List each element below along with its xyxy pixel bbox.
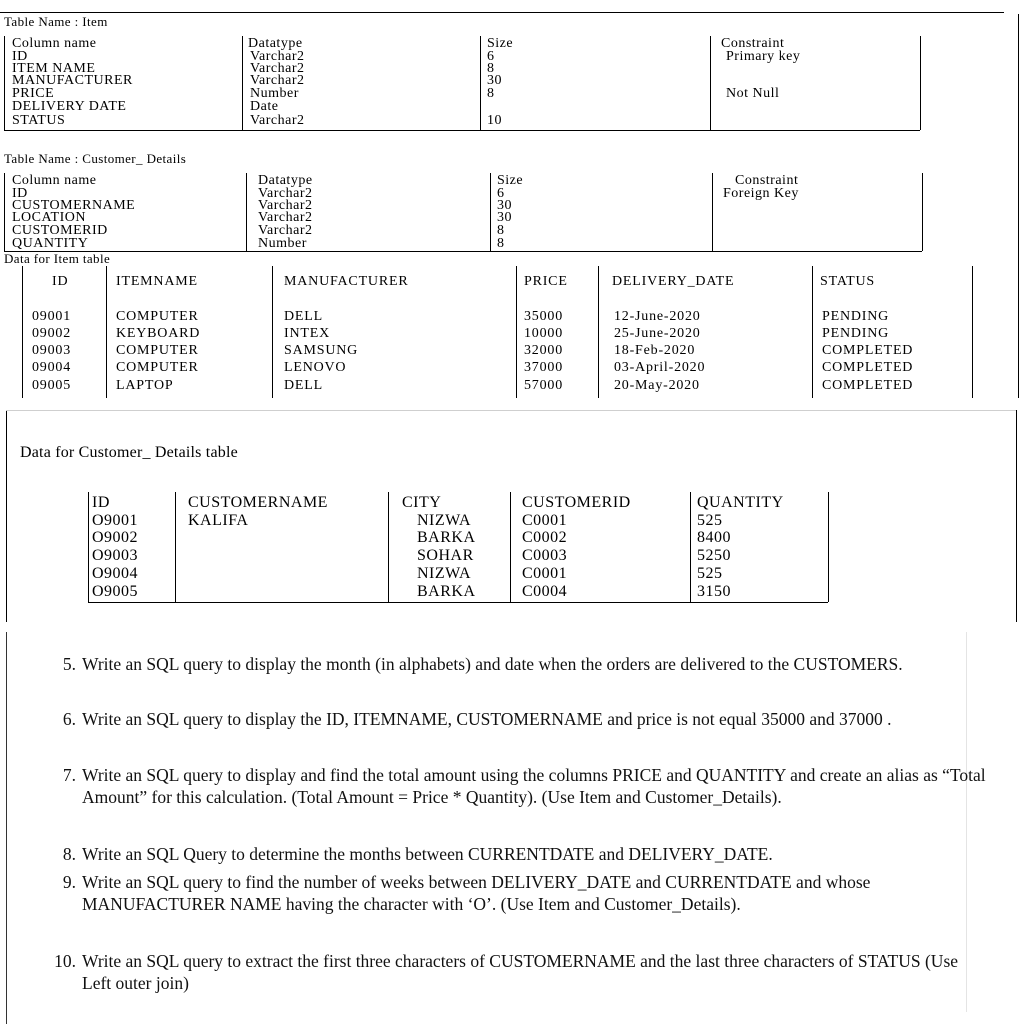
header-cell: ID [52,274,69,289]
item-schema-title: Table Name : Item [4,14,108,29]
top-border [0,12,1004,13]
header-cell: QUANTITY [697,494,784,511]
cell: C0003 [522,547,568,564]
cell: 6 [487,49,495,64]
cell: MANUFACTURER [12,73,133,88]
header-cell: Column name [12,36,97,51]
question-text: Write an SQL query to extract the first three characters of CUSTOMERNAME and the last three characters of STATUS (Use Left outer join) [82,951,959,993]
cell: 18-Feb-2020 [614,343,696,358]
cell: DELIVERY DATE [12,99,127,114]
row-line [4,251,922,252]
col-line [598,266,599,398]
col-line [812,266,813,398]
cell: 30 [497,198,512,213]
cell: BARKA [417,583,476,600]
cell: 30 [487,73,502,88]
cell: ITEM NAME [12,61,96,76]
cell: 09004 [32,360,71,375]
cell: 37000 [524,360,563,375]
cell: SOHAR [417,547,474,564]
col-line [920,36,921,130]
col-line [272,266,273,398]
cell: PRICE [12,86,55,101]
header-cell: PRICE [524,274,568,289]
cell: Varchar2 [250,113,305,128]
col-line [710,36,711,130]
cell: Number [250,86,299,101]
cell: Varchar2 [258,198,313,213]
question-number: 6. [62,709,76,729]
customer-schema-title: Table Name : Customer_ Details [4,151,187,166]
header-cell: DELIVERY_DATE [612,274,735,289]
cell: 10 [487,113,502,128]
header-cell: CUSTOMERID [522,494,631,511]
col-line [516,266,517,398]
cell: 525 [697,565,723,582]
col-line [106,266,107,398]
cell: 25-June-2020 [614,326,701,341]
header-cell: ITEMNAME [116,274,198,289]
header-cell: Size [487,36,514,51]
cell: ID [12,186,28,201]
top-border [6,410,1016,411]
header-cell: CUSTOMERNAME [188,494,328,511]
question-text: Write an SQL query to display the ID, ITEMNAME, CUSTOMERNAME and price is not equal 35000 and 37000 . [82,709,892,729]
cell: Varchar2 [250,73,305,88]
cell: 8 [487,61,495,76]
col-line [388,492,389,602]
cell: 20-May-2020 [614,378,700,393]
cell: LAPTOP [116,378,174,393]
cell: O9004 [92,565,139,582]
col-line [480,36,481,130]
header-cell: CITY [402,494,442,511]
cell: Date [250,99,279,114]
col-line [175,492,176,602]
cell: INTEX [284,326,330,341]
col-line [972,266,973,398]
cell: Not Null [726,86,780,101]
cell: Foreign Key [723,186,799,201]
customer-data-title: Data for Customer_ Details table [20,444,238,461]
cell: CUSTOMERNAME [12,198,136,213]
cell: SAMSUNG [284,343,359,358]
col-line [712,173,713,251]
header-cell: Size [497,173,524,188]
cell: O9002 [92,529,139,546]
cell: Varchar2 [258,210,313,225]
col-line [246,173,247,251]
cell: NIZWA [417,512,472,529]
cell: Varchar2 [258,223,313,238]
col-line [828,492,829,602]
cell: DELL [284,309,323,324]
question-number: 9. [62,872,76,892]
cell: 32000 [524,343,563,358]
header-cell: MANUFACTURER [284,274,409,289]
cell: PENDING [822,309,890,324]
row-line [4,130,920,131]
cell: Varchar2 [250,61,305,76]
cell: STATUS [12,113,66,128]
cell: COMPUTER [116,360,199,375]
cell: COMPLETED [822,378,914,393]
cell: Varchar2 [250,49,305,64]
cell: NIZWA [417,565,472,582]
question-text: Write an SQL query to display and find the total amount using the columns PRICE and QUANTITY and create an alias as “Total Amount” for this calculation. (Total Amount = Price * Quantity). (Use Item and Customer_Details). [82,765,986,807]
header-cell: Datatype [258,173,313,188]
cell: 5250 [697,547,731,564]
cell: 57000 [524,378,563,393]
col-line [510,492,511,602]
cell: PENDING [822,326,890,341]
cell: COMPUTER [116,343,199,358]
cell: C0001 [522,565,568,582]
header-cell: STATUS [820,274,876,289]
question-number: 5. [62,654,76,674]
col-line [690,492,691,602]
cell: C0002 [522,529,568,546]
header-cell: Column name [12,173,97,188]
right-border [1016,410,1017,622]
cell: 8400 [697,529,731,546]
cell: DELL [284,378,323,393]
col-line [490,173,491,251]
question-number: 7. [62,765,76,785]
question-text: Write an SQL query to display the month (in alphabets) and date when the orders are delivered to the CUSTOMERS. [82,654,903,674]
cell: 8 [487,86,495,101]
col-line [922,173,923,251]
col-line [242,36,243,130]
cell: LENOVO [284,360,347,375]
cell: Primary key [726,49,801,64]
cell: O9003 [92,547,139,564]
row-line [88,602,828,603]
cell: 8 [497,223,505,238]
cell: 12-June-2020 [614,309,701,324]
cell: O9001 [92,512,139,529]
question-number: 8. [62,844,76,864]
cell: 35000 [524,309,563,324]
question-text: Write an SQL Query to determine the months between CURRENTDATE and DELIVERY_DATE. [82,844,773,864]
cell: KEYBOARD [116,326,201,341]
item-data-title: Data for Item table [4,251,111,266]
cell: 09003 [32,343,71,358]
cell: 3150 [697,583,731,600]
cell: O9005 [92,583,139,600]
cell: Varchar2 [258,186,313,201]
cell: QUANTITY [12,236,89,251]
col-line [22,266,23,398]
cell: 525 [697,512,723,529]
cell: COMPLETED [822,343,914,358]
cell: 09005 [32,378,71,393]
cell: C0004 [522,583,568,600]
cell: 03-April-2020 [614,360,706,375]
cell: C0001 [522,512,568,529]
col-line [88,492,89,602]
question-number: 10. [54,951,76,971]
right-border [1018,14,1019,398]
cell: COMPUTER [116,309,199,324]
cell: 30 [497,210,512,225]
cell: 8 [497,236,505,251]
cell: 10000 [524,326,563,341]
cell: LOCATION [12,210,86,225]
cell: 09002 [32,326,71,341]
cell: BARKA [417,529,476,546]
col-line [4,173,5,251]
header-cell: Constraint [735,173,799,188]
header-cell: Constraint [721,36,785,51]
left-border [6,410,7,622]
cell: Number [258,236,307,251]
cell: COMPLETED [822,360,914,375]
cell: KALIFA [188,512,249,529]
cell: 6 [497,186,505,201]
left-border [6,632,7,1024]
question-text: Write an SQL query to find the number of weeks between DELIVERY_DATE and CURRENTDATE and whose MANUFACTURER NAME having the character with ‘O’. (Use Item and Customer_Details). [82,872,871,914]
header-cell: Datatype [248,36,303,51]
cell: ID [12,49,28,64]
col-line [4,36,5,130]
cell: 09001 [32,309,71,324]
cell: CUSTOMERID [12,223,108,238]
header-cell: ID [92,494,110,511]
